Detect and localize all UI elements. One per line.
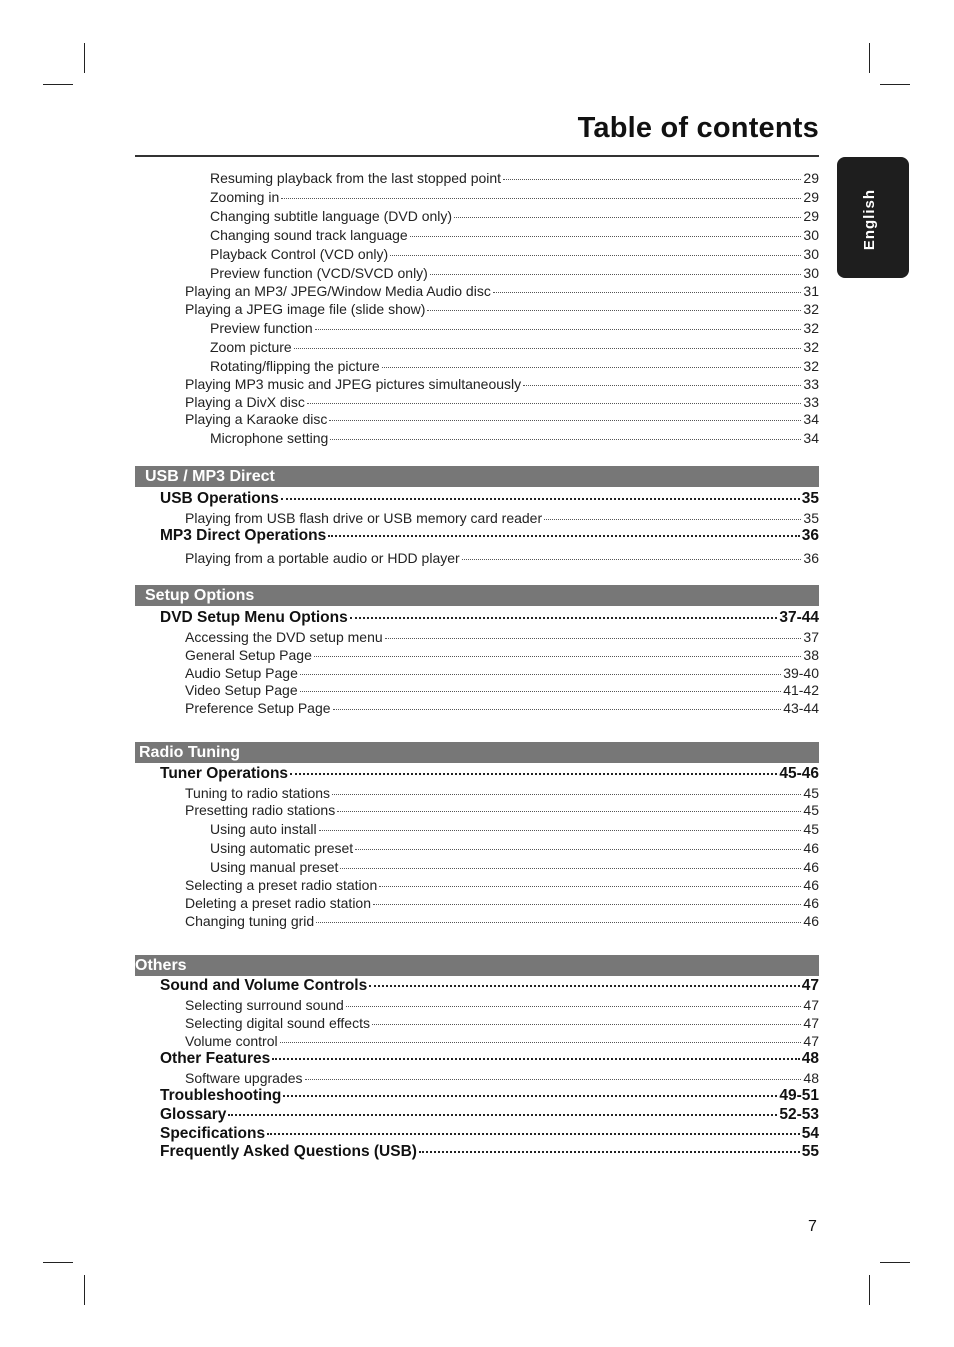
toc-entry[interactable]: Deleting a preset radio station 46 [185, 895, 819, 911]
crop-mark [869, 43, 870, 73]
toc-entry[interactable]: Frequently Asked Questions (USB) 55 [160, 1143, 819, 1160]
toc-entry[interactable]: Troubleshooting 49-51 [160, 1087, 819, 1104]
toc-entry[interactable]: Playing a DivX disc 33 [185, 394, 819, 410]
toc-entry[interactable]: Sound and Volume Controls 47 [160, 977, 819, 994]
toc-entry[interactable]: Presetting radio stations 45 [185, 802, 819, 818]
toc-entry[interactable]: Playback Control (VCD only) 30 [210, 246, 819, 262]
toc-entry[interactable]: Microphone setting 34 [210, 430, 819, 446]
page-title: Table of contents [577, 112, 819, 144]
toc-entry[interactable]: Tuner Operations 45-46 [160, 765, 819, 782]
toc-entry[interactable]: Playing an MP3/ JPEG/Window Media Audio disc 31 [185, 283, 819, 299]
toc-entry[interactable]: Selecting digital sound effects 47 [185, 1015, 819, 1031]
toc-entry[interactable]: Playing from a portable audio or HDD player 36 [185, 550, 819, 566]
toc-entry[interactable]: Resuming playback from the last stopped point 29 [210, 170, 819, 186]
toc-entry[interactable]: Preview function (VCD/SVCD only) 30 [210, 265, 819, 281]
toc-entry[interactable]: Playing a JPEG image file (slide show) 32 [185, 301, 819, 317]
toc-entry[interactable]: Changing tuning grid 46 [185, 913, 819, 929]
crop-mark [43, 1262, 73, 1263]
section-header-others: Others [135, 955, 819, 976]
language-tab-label: English [861, 189, 878, 251]
page-number: 7 [808, 1218, 817, 1235]
toc-entry[interactable]: Using manual preset 46 [210, 859, 819, 875]
toc-entry[interactable]: Playing a Karaoke disc 34 [185, 411, 819, 427]
title-rule [135, 155, 819, 157]
section-header-setup-options: Setup Options [135, 585, 819, 606]
toc-entry[interactable]: Tuning to radio stations 45 [185, 785, 819, 801]
toc-entry[interactable]: Selecting surround sound 47 [185, 997, 819, 1013]
crop-mark [880, 84, 910, 85]
crop-mark [84, 1275, 85, 1305]
section-header-radio-tuning: Radio Tuning [135, 742, 819, 763]
toc-entry[interactable]: General Setup Page 38 [185, 647, 819, 663]
toc-entry[interactable]: Specifications 54 [160, 1125, 819, 1142]
toc-entry[interactable]: Changing subtitle language (DVD only) 29 [210, 208, 819, 224]
language-tab [837, 157, 909, 278]
toc-entry[interactable]: USB Operations 35 [160, 490, 819, 507]
toc-entry[interactable]: Video Setup Page 41-42 [185, 682, 819, 698]
toc-entry[interactable]: Glossary 52-53 [160, 1106, 819, 1123]
toc-entry[interactable]: Selecting a preset radio station 46 [185, 877, 819, 893]
crop-mark [869, 1275, 870, 1305]
toc-entry[interactable]: Volume control 47 [185, 1033, 819, 1049]
toc-entry[interactable]: Software upgrades 48 [185, 1070, 819, 1086]
crop-mark [43, 84, 73, 85]
toc-entry[interactable]: Changing sound track language 30 [210, 227, 819, 243]
toc-entry[interactable]: Audio Setup Page 39-40 [185, 665, 819, 681]
toc-entry[interactable]: Using automatic preset 46 [210, 840, 819, 856]
section-header-usb-mp3-direct: USB / MP3 Direct [135, 466, 819, 487]
toc-entry[interactable]: Zooming in 29 [210, 189, 819, 205]
toc-entry[interactable]: Playing from USB flash drive or USB memory card reader 35 [185, 510, 819, 526]
toc-entry[interactable]: Using auto install 45 [210, 821, 819, 837]
toc-entry[interactable]: Playing MP3 music and JPEG pictures simultaneously 33 [185, 376, 819, 392]
toc-entry[interactable]: DVD Setup Menu Options 37-44 [160, 609, 819, 626]
toc-entry[interactable]: MP3 Direct Operations 36 [160, 527, 819, 544]
toc-entry[interactable]: Preview function 32 [210, 320, 819, 336]
toc-entry[interactable]: Other Features 48 [160, 1050, 819, 1067]
toc-entry[interactable]: Zoom picture 32 [210, 339, 819, 355]
toc-entry[interactable]: Accessing the DVD setup menu 37 [185, 629, 819, 645]
crop-mark [880, 1262, 910, 1263]
toc-entry[interactable]: Rotating/flipping the picture 32 [210, 358, 819, 374]
toc-entry[interactable]: Preference Setup Page 43-44 [185, 700, 819, 716]
crop-mark [84, 43, 85, 73]
